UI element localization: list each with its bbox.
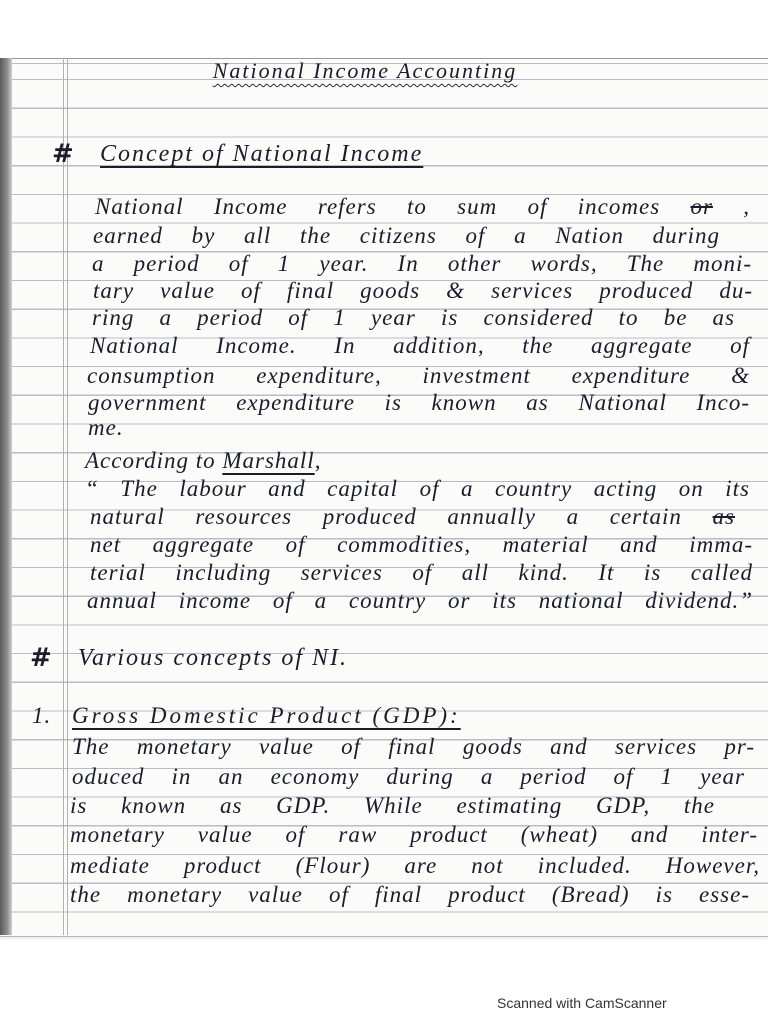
- body-line: consumption expenditure, investment expenditure &: [87, 363, 750, 388]
- line-punctuation: ,: [743, 194, 751, 219]
- scanner-watermark: Scanned with CamScanner: [497, 995, 667, 1011]
- page-binding-edge: [0, 58, 12, 935]
- quote-line: [90, 502, 735, 532]
- quote-intro-punctuation: ,: [314, 448, 322, 473]
- body-line: monetary value of raw product (wheat) and inter-: [70, 822, 758, 847]
- quote-intro: [85, 446, 385, 476]
- item-heading: Gross Domestic Product (GDP):: [72, 703, 461, 728]
- struck-word: as: [712, 504, 735, 529]
- body-line: [95, 192, 750, 222]
- section-heading: Various concepts of NI.: [78, 645, 348, 671]
- body-line: mediate product (Flour) are not included. However,: [70, 853, 760, 878]
- quote-line: net aggregate of commodities, material and imma-: [90, 532, 753, 557]
- quote-line: “ The labour and capital of a country acting on its: [85, 476, 750, 501]
- struck-word: or: [690, 194, 713, 219]
- item-number: 1.: [32, 703, 52, 728]
- section-heading: Concept of National Income: [100, 141, 424, 167]
- body-line: the monetary value of final product (Bread) is esse-: [70, 882, 750, 907]
- line-text: natural resources produced annually a certain: [90, 504, 682, 529]
- body-line: earned by all the citizens of a Nation during: [93, 223, 720, 248]
- line-text: National Income refers to sum of incomes: [95, 194, 661, 219]
- body-line: The monetary value of final goods and services pr-: [72, 734, 755, 759]
- body-line: is known as GDP. While estimating GDP, the: [70, 793, 715, 818]
- body-line: National Income. In addition, the aggregate of: [90, 333, 750, 358]
- body-line: government expenditure is known as National Inco-: [88, 390, 750, 415]
- quote-line: annual income of a country or its national dividend.”: [87, 588, 753, 613]
- page-title: National Income Accounting: [212, 58, 518, 83]
- body-line: oduced in an economy during a period of 1 year: [72, 764, 745, 789]
- section-marker: #: [52, 139, 74, 169]
- quote-author: Marshall: [222, 448, 315, 473]
- quote-intro-text: According to: [85, 448, 216, 473]
- quote-line: terial including services of all kind. It is called: [90, 560, 753, 585]
- margin-line: [67, 58, 68, 935]
- body-line: ring a period of 1 year is considered to be as: [92, 305, 735, 330]
- margin-line: [63, 58, 64, 935]
- body-line: tary value of final goods & services produced du-: [93, 278, 753, 303]
- body-line: a period of 1 year. In other words, The moni-: [92, 251, 752, 276]
- section-marker: #: [30, 643, 52, 673]
- body-line: me.: [88, 415, 124, 440]
